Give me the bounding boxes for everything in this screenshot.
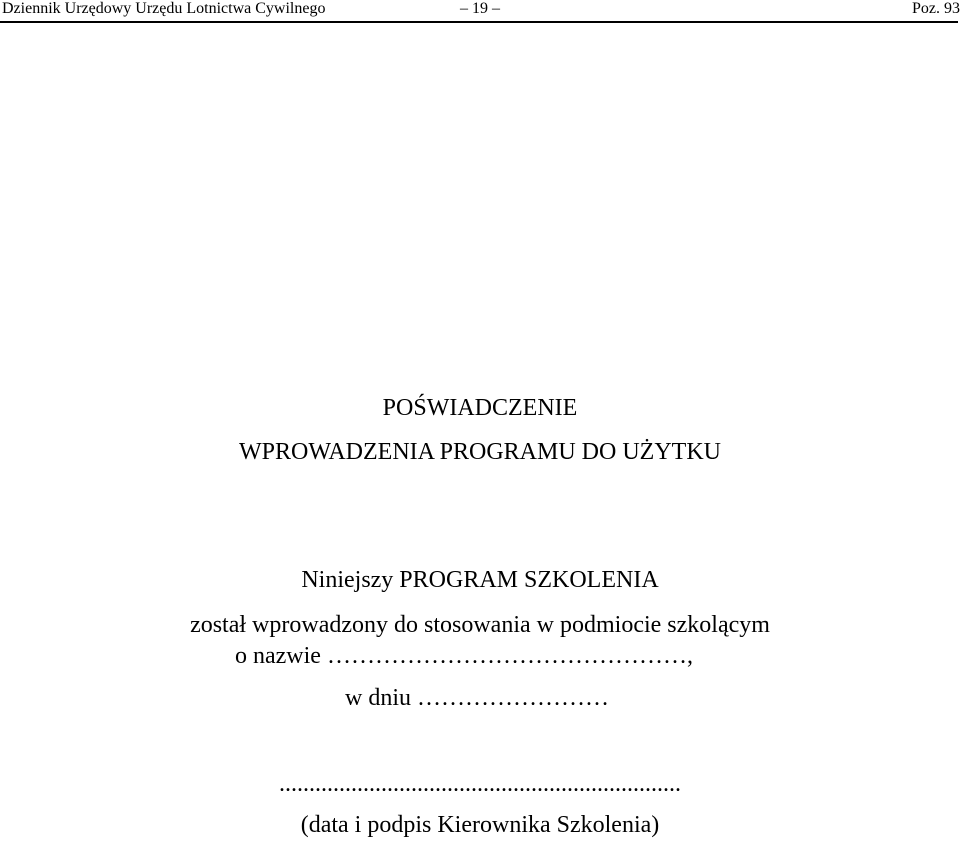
program-statement: Niniejszy PROGRAM SZKOLENIA	[301, 567, 659, 593]
position-number: Poz. 93	[912, 0, 960, 17]
introduction-statement: został wprowadzony do stosowania w podmiocie szkolącym	[190, 612, 770, 638]
header-divider	[0, 21, 958, 23]
document-subtitle: WPROWADZENIA PROGRAMU DO UŻYTKU	[239, 439, 721, 465]
page-header	[0, 0, 960, 24]
organization-name-field: o nazwie ………………………………………,	[235, 643, 693, 669]
signature-caption: (data i podpis Kierownika Szkolenia)	[300, 812, 660, 838]
page-number: – 19 –	[460, 0, 500, 17]
document-title: POŚWIADCZENIE	[382, 395, 578, 421]
date-field: w dniu ……………………	[345, 685, 609, 711]
journal-title: Dziennik Urzędowy Urzędu Lotnictwa Cywilnego	[2, 0, 326, 17]
signature-line: ...................................................................	[279, 771, 681, 797]
